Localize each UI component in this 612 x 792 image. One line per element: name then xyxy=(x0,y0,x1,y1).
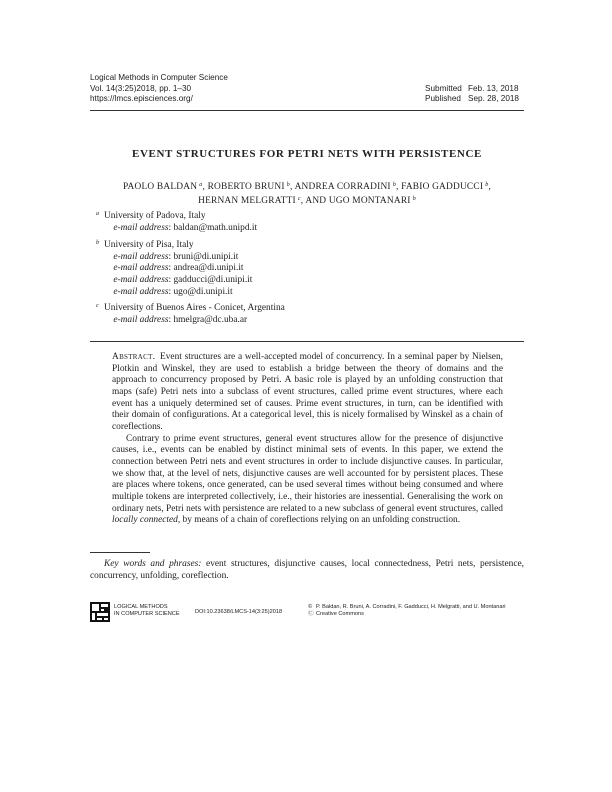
doi[interactable]: DOI:10.23638/LMCS-14(3:25)2018 xyxy=(195,609,283,615)
affiliation-name: University of Buenos Aires - Conicet, Argentina xyxy=(104,303,285,313)
author-name: UGO MONTANARI xyxy=(328,196,411,206)
affil-mark: c xyxy=(96,303,99,309)
creative-commons-icon: Ⓒ xyxy=(308,611,314,618)
keywords-text: event structures, disjunctive causes, local connectedness, Petri nets, persistence, concurrency, unfolding, coreflection. xyxy=(90,559,524,581)
license-name[interactable]: Creative Commons xyxy=(316,611,364,618)
journal-name: Logical Methods in Computer Science xyxy=(90,73,228,82)
affil-mark: b xyxy=(392,182,397,188)
author-name: ANDREA CORRADINI xyxy=(294,182,391,192)
submitted-date: Feb. 13, 2018 xyxy=(468,83,519,93)
journal-header xyxy=(90,73,524,105)
email-link[interactable]: gadducci@di.unipi.it xyxy=(173,275,253,286)
author-name: FABIO GADDUCCI xyxy=(401,182,484,192)
header-rule xyxy=(90,110,524,111)
submitted-label: Submitted xyxy=(425,83,462,93)
affiliation-name: University of Pisa, Italy xyxy=(104,240,194,250)
affil-mark: b xyxy=(96,240,99,246)
email-link[interactable]: baldan@math.unipd.it xyxy=(173,222,258,233)
email-link[interactable]: hmelgra@dc.uba.ar xyxy=(173,314,248,325)
abstract xyxy=(112,352,503,527)
email-link[interactable]: bruni@di.unipi.it xyxy=(173,251,239,262)
affiliation-name: University of Padova, Italy xyxy=(104,211,206,221)
affiliation-b: b University of Pisa, Italy e-mail address: bruni@di.unipi.it e-mail address: andrea@di.unipi.it e-mail address: gadducci@di.unipi.it e-mail address: ugo@di.unipi.it xyxy=(96,240,253,297)
dates-block xyxy=(425,84,519,105)
published-label: Published xyxy=(425,94,461,104)
keywords-label: Key words and phrases: xyxy=(104,559,202,569)
license-block xyxy=(308,604,506,619)
published-date: Sep. 28, 2018 xyxy=(468,94,519,104)
copyright-holders: P. Baldan, R. Bruni, A. Corradini, F. Gadducci, H. Melgratti, and U. Montanari xyxy=(316,604,506,610)
abstract-paragraph: Contrary to prime event structures, general event structures allow for the presence of disjunctive causes, i.e., events can be enabled by distinct minimal sets of events. In this paper, we extend the connection between Petri nets and event structures in order to include disjunctive causes. In particular, we show that, at the level of nets, disjunctive causes are well accounted for by persistent places. These are places where tokens, once generated, can be used several times without being consumed and where multiple tokens are interpreted collectively, i.e., their histories are inessential. Generalising the work on ordinary nets, Petri nets with persistence are related to a new subclass of general event structures, called locally connected, by means of a chain of coreflections relying on an unfolding construction. xyxy=(112,433,503,526)
affil-mark: b xyxy=(412,196,416,202)
keywords xyxy=(90,558,524,582)
abstract-rule xyxy=(90,341,524,342)
affil-mark: b xyxy=(286,182,290,188)
affil-mark: b xyxy=(485,182,489,188)
email-link[interactable]: andrea@di.unipi.it xyxy=(173,263,244,274)
lmcs-logo-icon xyxy=(90,602,110,622)
journal-volume: Vol. 14(3:25)2018, pp. 1–30 xyxy=(90,83,192,93)
journal-url[interactable]: https://lmcs.episciences.org/ xyxy=(90,94,193,104)
author-name: HERNAN MELGRATTI xyxy=(198,196,296,206)
affiliation-a: a University of Padova, Italy e-mail address: baldan@math.unipd.it xyxy=(96,211,258,233)
abstract-label: Abstract. xyxy=(112,352,156,362)
paper-title: EVENT STRUCTURES FOR PETRI NETS WITH PERSISTENCE xyxy=(132,148,482,160)
affil-mark: a xyxy=(96,211,99,217)
author-name: PAOLO BALDAN xyxy=(122,182,198,192)
affil-mark: c xyxy=(297,196,301,202)
footnote-rule xyxy=(90,552,150,553)
page-footer xyxy=(90,602,524,624)
email-link[interactable]: ugo@di.unipi.it xyxy=(173,286,233,297)
emphasis: locally connected xyxy=(112,515,178,526)
author-list: PAOLO BALDAN $^a$, ROBERTO BRUNI $^b$, ANDREA CORRADINI $^b$, FABIO GADDUCCI $^b$, HERNAN MELGRATTI $^c$, AND UGO MONTANARI $^b$ xyxy=(122,182,491,206)
abstract-paragraph: Abstract. Event structures are a well-accepted model of concurrency. In a seminal paper by Nielsen, Plotkin and Winskel, they are used to establish a bridge between the theory of domains and the approach to concurrency proposed by Petri. A basic role is played by an unfolding construction that maps (safe) Petri nets into a subclass of event structures, called prime event structures, where each event has a uniquely determined set of causes. Prime event structures, in turn, can be identified with their domain of configurations. At a categorical level, this is nicely formalised by Winskel as a chain of coreflections. xyxy=(112,352,503,432)
affil-mark: a xyxy=(199,182,203,188)
affiliation-c: c University of Buenos Aires - Conicet, Argentina e-mail address: hmelgra@dc.uba.ar xyxy=(96,303,285,325)
lmcs-wordmark: LOGICAL METHODS IN COMPUTER SCIENCE xyxy=(114,604,180,617)
author-name: ROBERTO BRUNI xyxy=(207,182,285,192)
copyright-icon: © xyxy=(308,604,313,610)
author-conjunction: AND xyxy=(305,196,327,206)
